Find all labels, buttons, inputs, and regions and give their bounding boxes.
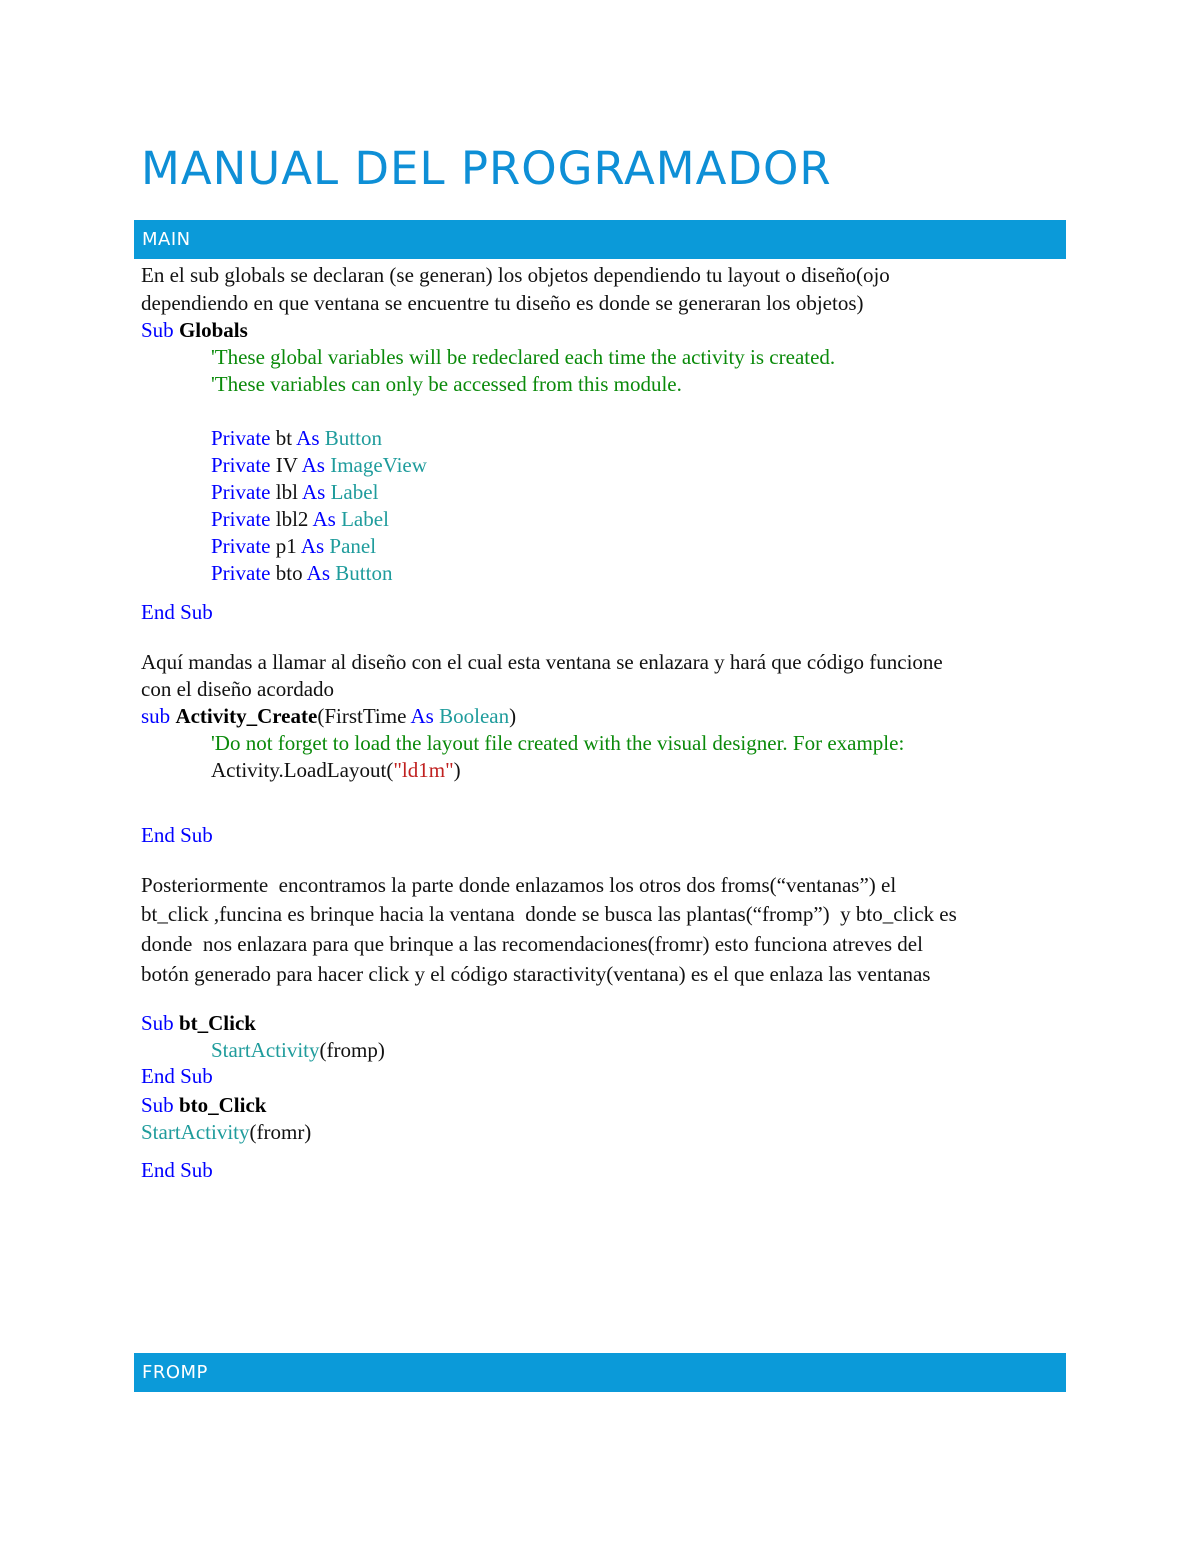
text: )	[509, 704, 517, 728]
type-name: Button	[324, 426, 382, 450]
code-line	[141, 317, 248, 343]
code-line	[141, 1119, 311, 1145]
keyword: As	[301, 453, 331, 477]
keyword: As	[312, 507, 342, 531]
code-line	[211, 479, 378, 505]
keyword: End Sub	[141, 600, 213, 624]
text: )	[453, 758, 461, 782]
keyword: As	[296, 426, 325, 450]
type-name: StartActivity	[211, 1038, 320, 1062]
type-name: Panel	[329, 534, 377, 558]
keyword: Sub	[141, 318, 179, 342]
identifier: Globals	[178, 318, 248, 342]
code-line	[141, 1157, 213, 1183]
keyword: Sub	[141, 1011, 179, 1035]
code-line	[211, 533, 376, 559]
type-name: StartActivity	[141, 1120, 250, 1144]
keyword: Private	[211, 561, 271, 585]
text: Posteriormente encontramos la parte donde enlazamos los otros dos froms(“ventanas”) el	[141, 873, 897, 897]
code-line	[211, 560, 392, 586]
text: (FirstTime	[317, 704, 411, 728]
code-line	[141, 1063, 213, 1089]
keyword: As	[410, 704, 440, 728]
type-name: Label	[330, 480, 379, 504]
type-name: Label	[341, 507, 389, 531]
identifier: bto_Click	[178, 1093, 267, 1117]
code-line	[141, 599, 213, 625]
paragraph-line	[141, 872, 896, 898]
code-line	[211, 757, 461, 783]
paragraph-line	[141, 931, 923, 957]
code-line	[211, 506, 389, 532]
code-line	[141, 1092, 266, 1118]
paragraph-line	[141, 262, 890, 288]
identifier: Activity_Create	[175, 704, 318, 728]
code-line	[211, 344, 835, 370]
type-name: Button	[335, 561, 393, 585]
text: bto	[270, 561, 307, 585]
code-line	[141, 1010, 256, 1036]
text: En el sub globals se declaran (se generan) los objetos dependiendo tu layout o diseño(ojo	[141, 263, 890, 287]
string-literal: "ld1m"	[393, 758, 454, 782]
code-line	[211, 371, 682, 397]
code-line	[141, 703, 516, 729]
page-title: MANUAL DEL PROGRAMADOR	[141, 142, 832, 195]
code-comment: 'These global variables will be redeclared each time the activity is created.	[211, 345, 836, 369]
paragraph-line	[141, 676, 334, 702]
paragraph-line	[141, 961, 930, 987]
text: dependiendo en que ventana se encuentre tu diseño es donde se generaran los objetos)	[141, 291, 864, 315]
text: Activity.LoadLayout(	[211, 758, 394, 782]
text: donde nos enlazara para que brinque a las recomendaciones(fromr) esto funciona atreves del	[141, 932, 923, 956]
keyword: As	[306, 561, 336, 585]
keyword: Private	[211, 507, 271, 531]
type-name: ImageView	[330, 453, 427, 477]
text: con el diseño acordado	[141, 677, 335, 701]
code-line	[211, 730, 904, 756]
text: lbl2	[270, 507, 313, 531]
code-comment: 'These variables can only be accessed from this module.	[211, 372, 682, 396]
paragraph-line	[141, 290, 864, 316]
code-line	[141, 822, 213, 848]
keyword: Private	[211, 480, 271, 504]
keyword: End Sub	[141, 1158, 213, 1182]
text: IV	[270, 453, 302, 477]
keyword: As	[302, 480, 331, 504]
keyword: End Sub	[141, 1064, 213, 1088]
paragraph-line	[141, 649, 943, 675]
identifier: bt_Click	[178, 1011, 256, 1035]
section-header-main: MAIN	[134, 220, 1066, 259]
text: bt	[270, 426, 297, 450]
section-header-fromp: FROMP	[134, 1353, 1066, 1392]
keyword: As	[300, 534, 330, 558]
code-comment: 'Do not forget to load the layout file created with the visual designer. For example:	[211, 731, 905, 755]
keyword: Private	[211, 453, 271, 477]
code-line	[211, 1037, 385, 1063]
text: bt_click ,funcina es brinque hacia la ventana donde se busca las plantas(“fromp”) y bto_click es	[141, 902, 957, 926]
keyword: Sub	[141, 1093, 179, 1117]
text: botón generado para hacer click y el código staractivity(ventana) es el que enlaza las ventanas	[141, 962, 931, 986]
code-line	[211, 425, 382, 451]
text: lbl	[270, 480, 302, 504]
text: (fromr)	[249, 1120, 312, 1144]
type-name: Boolean	[439, 704, 510, 728]
keyword: Private	[211, 426, 271, 450]
keyword: End Sub	[141, 823, 213, 847]
keyword: Private	[211, 534, 271, 558]
text: p1	[270, 534, 301, 558]
text: Aquí mandas a llamar al diseño con el cual esta ventana se enlazara y hará que código funcione	[141, 650, 943, 674]
paragraph-line	[141, 901, 957, 927]
code-line	[211, 452, 427, 478]
text: (fromp)	[319, 1038, 385, 1062]
keyword: sub	[141, 704, 176, 728]
